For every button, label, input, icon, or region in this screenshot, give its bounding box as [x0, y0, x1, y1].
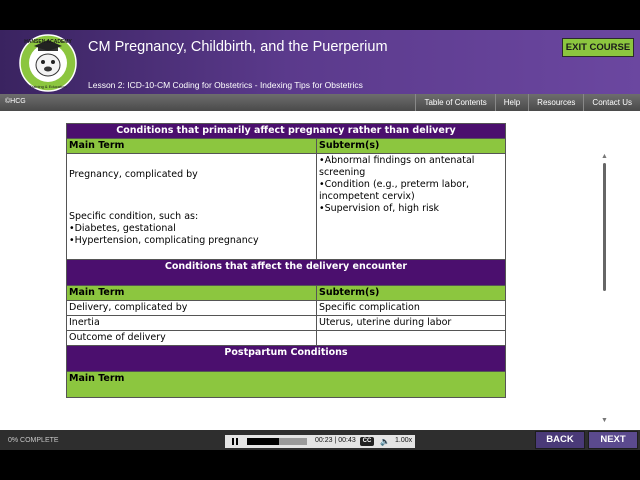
scroll-up-arrow-icon[interactable]: ▲ [601, 153, 608, 160]
table-row [67, 316, 506, 331]
subterms-header: Subterm(s) [317, 139, 506, 154]
lesson-title: Lesson 2: ICD-10-CM Coding for Obstetrics - Indexing Tips for Obstetrics [88, 80, 363, 90]
nav-links [415, 94, 640, 111]
column-header-row [67, 139, 506, 154]
main-term-text: Pregnancy, complicated by [69, 169, 198, 180]
course-title: CM Pregnancy, Childbirth, and the Puerperium [88, 39, 388, 55]
media-controls [225, 435, 415, 448]
main-term-header: Main Term [67, 139, 317, 154]
nav-resources[interactable]: Resources [528, 94, 583, 111]
exit-course-button[interactable]: EXIT COURSE [562, 38, 634, 57]
top-nav-bar [0, 94, 640, 111]
seek-bar-fill [247, 438, 279, 445]
main-term-cell [67, 154, 317, 260]
volume-icon[interactable]: 🔈 [380, 437, 390, 446]
seek-bar[interactable] [247, 438, 307, 445]
table-row [67, 331, 506, 346]
table-cell: Uterus, uterine during labor [317, 316, 506, 331]
player-footer [0, 430, 640, 450]
table-cell: Outcome of delivery [67, 331, 317, 346]
scroll-thumb[interactable] [603, 163, 606, 291]
playback-speed[interactable]: 1.00x [395, 437, 413, 444]
section-title-delivery: Conditions that affect the delivery encounter [67, 260, 506, 286]
list-item: •Hypertension, complicating pregnancy [69, 235, 259, 246]
table-cell: Inertia [67, 316, 317, 331]
section-title-postpartum: Postpartum Conditions [67, 346, 506, 372]
section-header-row [67, 260, 506, 286]
list-item: •Condition (e.g., preterm labor, incompetent cervix) [319, 179, 470, 202]
subterms-cell [317, 154, 506, 260]
section-title-pregnancy: Conditions that primarily affect pregnancy rather than delivery [67, 124, 506, 139]
nav-help[interactable]: Help [495, 94, 528, 111]
playback-time: 00:23 | 00:43 [315, 437, 356, 444]
main-term-header: Main Term [67, 286, 317, 301]
slide-content [0, 111, 640, 430]
table-cell: Specific complication [317, 301, 506, 316]
course-header [0, 30, 640, 94]
logo-text: HANSEN ACADEMY [24, 39, 72, 45]
copyright-label: ©HCG [5, 98, 26, 105]
list-item: •Abnormal findings on antenatal screening [319, 155, 475, 178]
table-cell [317, 331, 506, 346]
list-item: •Diabetes, gestational [69, 223, 176, 234]
nav-contact-us[interactable]: Contact Us [583, 94, 640, 111]
nav-table-of-contents[interactable]: Table of Contents [415, 94, 494, 111]
content-scrollbar[interactable] [598, 153, 610, 427]
column-header-row [67, 372, 506, 398]
section-header-row [67, 124, 506, 139]
scroll-down-arrow-icon[interactable]: ▼ [601, 417, 608, 424]
section-header-row [67, 346, 506, 372]
closed-captions-button[interactable]: CC [360, 437, 374, 446]
specific-condition-intro: Specific condition, such as: [69, 211, 199, 222]
main-term-header: Main Term [67, 372, 506, 398]
table-row [67, 301, 506, 316]
list-item: •Supervision of, high risk [319, 203, 440, 214]
indexing-tips-table [66, 123, 506, 398]
next-button[interactable]: NEXT [588, 431, 638, 449]
table-row [67, 154, 506, 260]
course-progress-label: 0% COMPLETE [8, 437, 59, 444]
subterms-header: Subterm(s) [317, 286, 506, 301]
back-button[interactable]: BACK [535, 431, 585, 449]
column-header-row [67, 286, 506, 301]
table-cell: Delivery, complicated by [67, 301, 317, 316]
hansen-academy-logo [16, 34, 80, 92]
course-player [0, 30, 640, 450]
logo-subtext: Training & Education [29, 84, 67, 89]
pause-icon[interactable] [229, 437, 241, 446]
